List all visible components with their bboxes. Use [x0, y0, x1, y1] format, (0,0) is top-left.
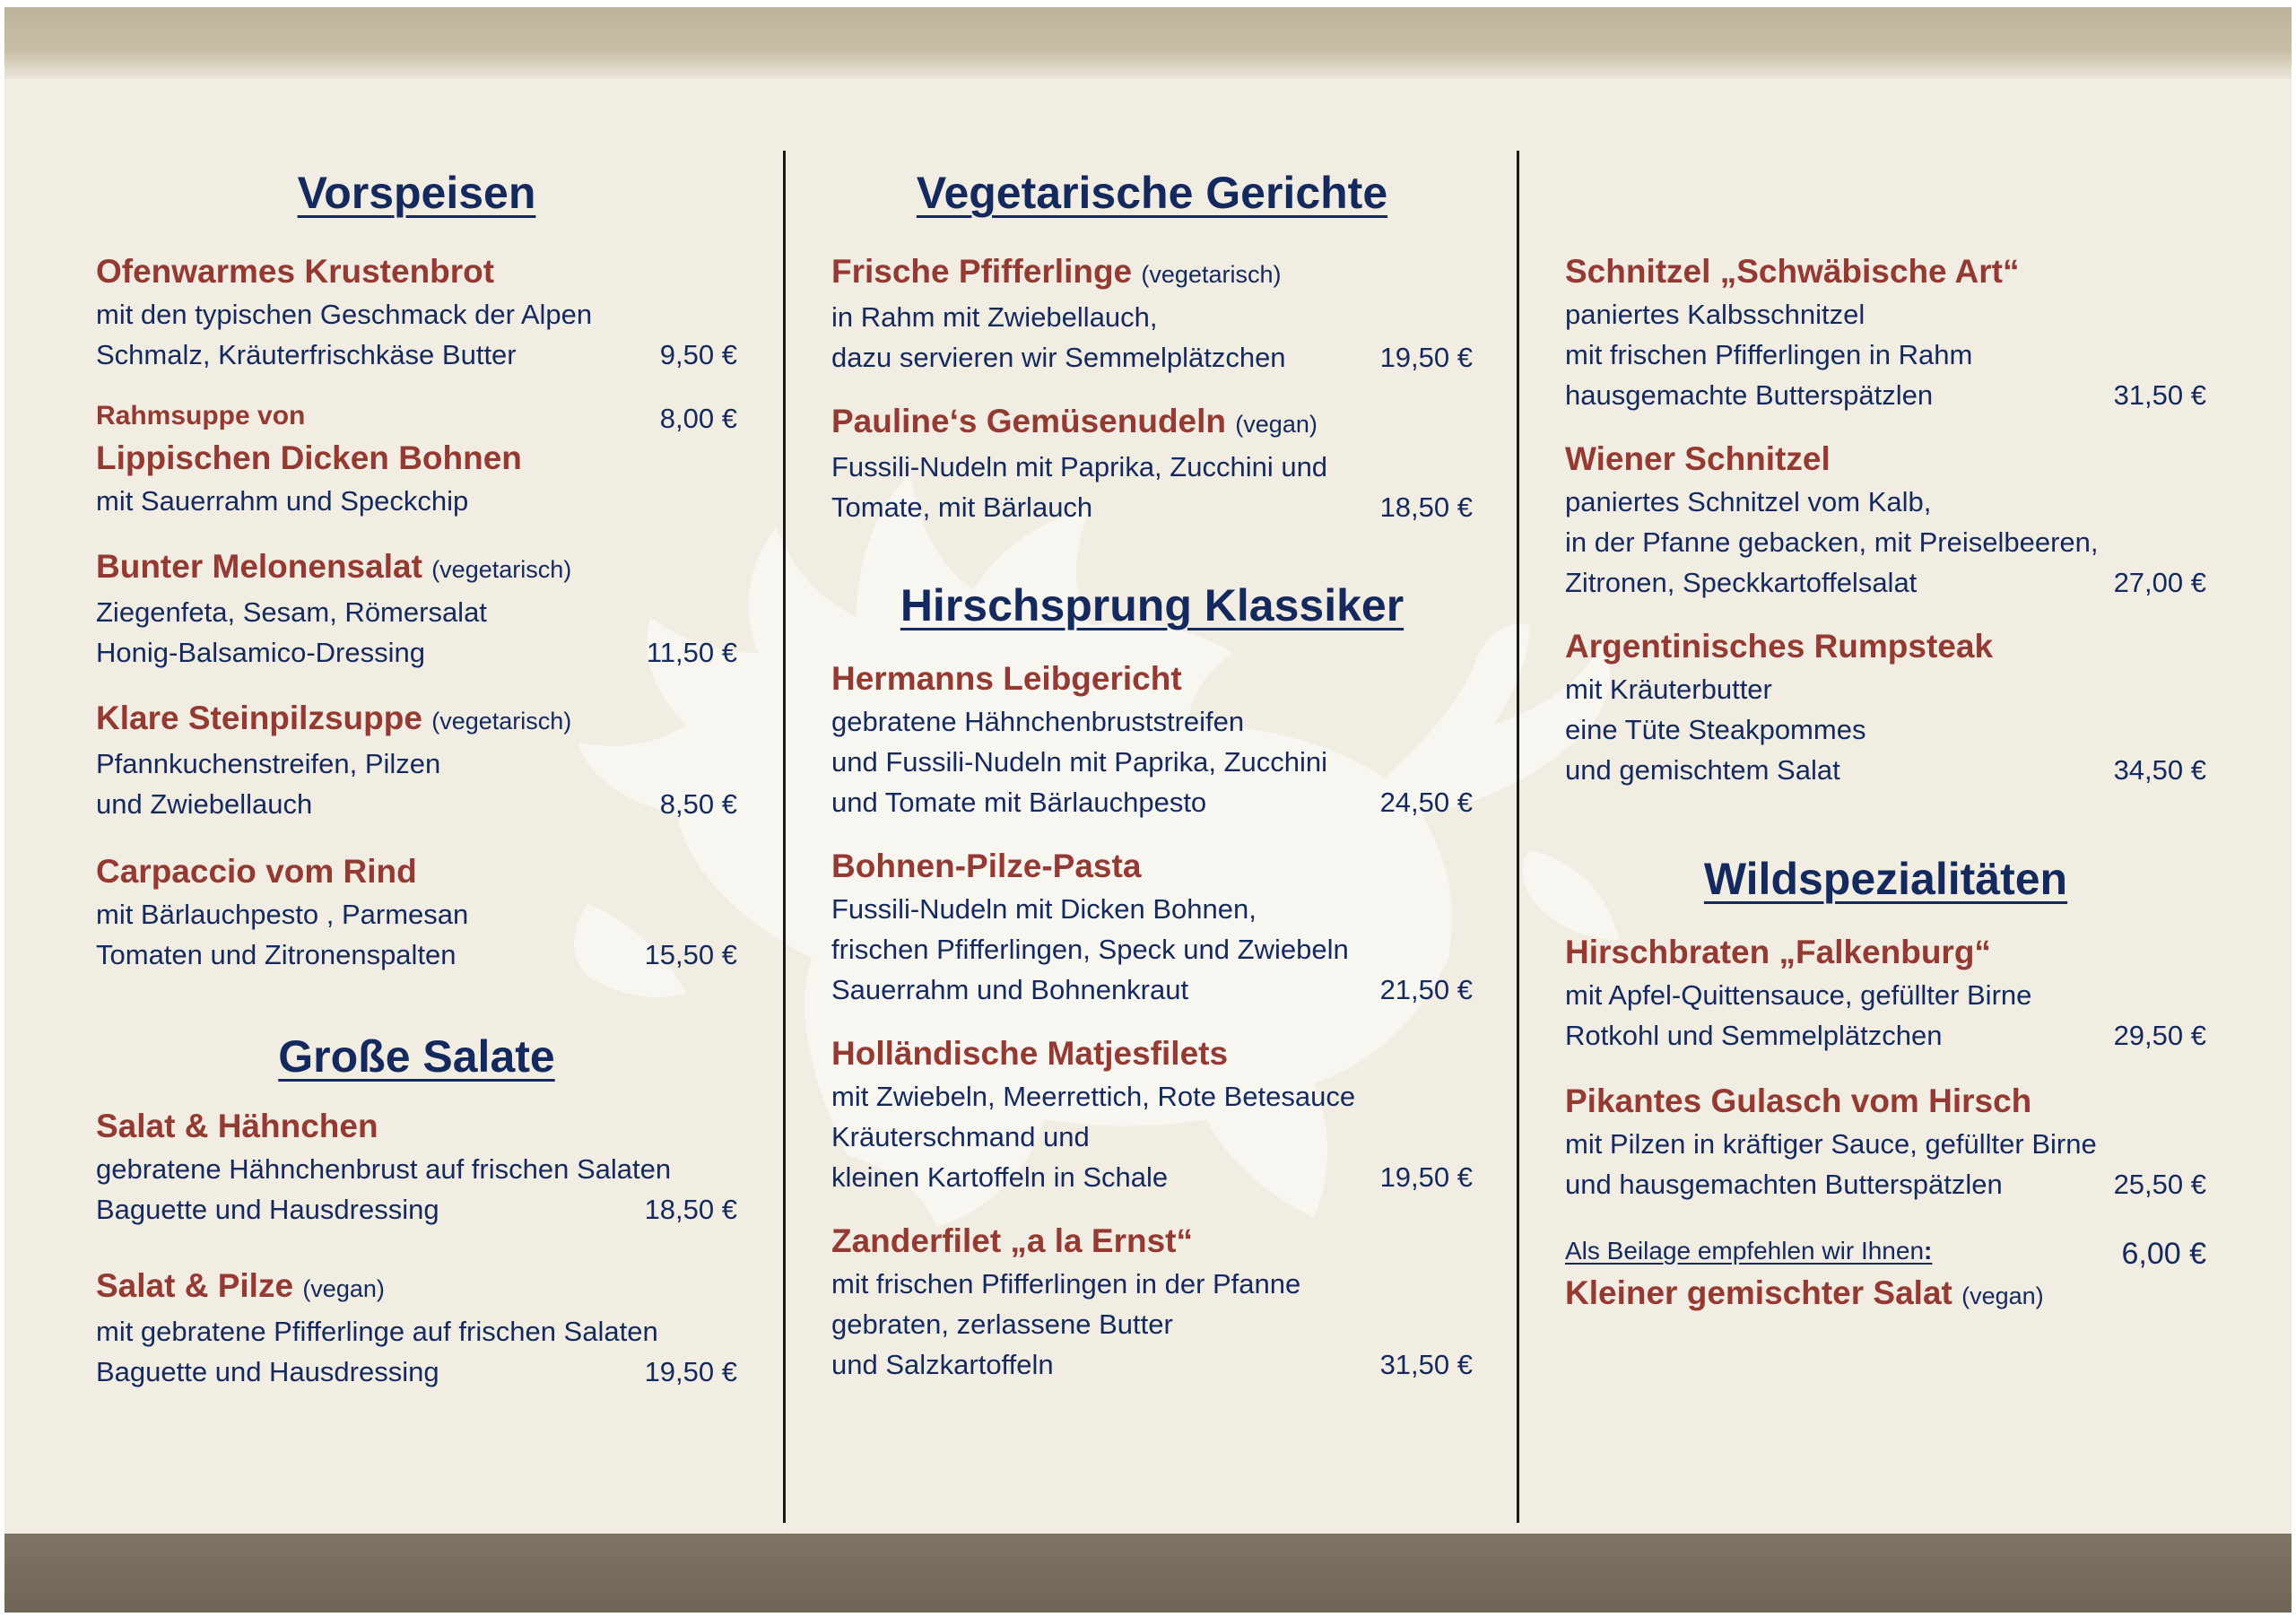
- menu-item-description: Zitronen, Speckkartoffelsalat 27,00 €: [1565, 562, 2206, 603]
- menu-item-title: Hermanns Leibgericht: [831, 660, 1182, 697]
- column-divider: [783, 151, 786, 1523]
- menu-item: [1565, 930, 2206, 1056]
- section-heading: Hirschsprung Klassiker: [900, 580, 1405, 630]
- menu-item-pretitle: Rahmsuppe von: [96, 401, 306, 430]
- menu-item: [96, 396, 737, 521]
- menu-item-price: 34,50 €: [2113, 754, 2206, 786]
- top-band: [4, 7, 2292, 79]
- menu-item-price: 19,50 €: [1379, 342, 1473, 373]
- menu-item: [1565, 437, 2206, 603]
- diet-tag: (vegan): [1235, 411, 1318, 438]
- menu-item-price: 31,50 €: [1379, 1349, 1473, 1380]
- menu-item: [96, 249, 737, 375]
- menu-item-description: Tomate, mit Bärlauch 18,50 €: [831, 487, 1473, 527]
- menu-item: [831, 844, 1473, 1010]
- menu-item-description: Honig-Balsamico-Dressing 11,50 €: [96, 632, 737, 673]
- menu-item-description: und hausgemachten Butterspätzlen 25,50 €: [1565, 1164, 2206, 1204]
- menu-item-title: Holländische Matjesfilets: [831, 1035, 1229, 1072]
- side-dish-label: Als Beilage empfehlen wir Ihnen:: [1565, 1237, 1933, 1265]
- section-heading: Vegetarische Gerichte: [916, 168, 1388, 218]
- menu-item-description: dazu servieren wir Semmelplätzchen 19,50 €: [831, 337, 1473, 378]
- menu-item-price: 9,50 €: [659, 339, 737, 370]
- menu-item-price: 21,50 €: [1379, 974, 1473, 1005]
- diet-tag: (vegetarisch): [431, 556, 572, 583]
- menu-item: [831, 1031, 1473, 1197]
- menu-item-title: Lippischen Dicken Bohnen 8,00 €: [96, 436, 737, 481]
- menu-item-description: eine Tüte Steakpommes: [1565, 714, 1866, 745]
- menu-item: [96, 1104, 737, 1230]
- diet-tag: (vegetarisch): [431, 708, 572, 735]
- menu-item-description: gebratene Hähnchenbruststreifen: [831, 706, 1245, 737]
- menu-item-title: Pauline‘s Gemüsenudeln (vegan): [831, 403, 1318, 439]
- section-heading: Vorspeisen: [297, 168, 536, 218]
- menu-item-description: mit Zwiebeln, Meerrettich, Rote Betesauce: [831, 1081, 1356, 1112]
- menu-item-price: 19,50 €: [1379, 1161, 1473, 1193]
- menu-item: [831, 399, 1473, 527]
- menu-item-price: 8,00 €: [659, 403, 737, 434]
- column-divider: [1517, 151, 1519, 1523]
- menu-item-description: hausgemachte Butterspätzlen 31,50 €: [1565, 375, 2206, 415]
- menu-item-description: mit frischen Pfifferlingen in der Pfanne: [831, 1268, 1301, 1300]
- menu-item-description: Rotkohl und Semmelplätzchen 29,50 €: [1565, 1015, 2206, 1056]
- menu-item-description: paniertes Schnitzel vom Kalb,: [1565, 486, 1932, 517]
- menu-item-title: Schnitzel „Schwäbische Art“: [1565, 253, 2020, 290]
- menu-item-description: und Fussili-Nudeln mit Paprika, Zucchini: [831, 746, 1328, 778]
- menu-item-description: Sauerrahm und Bohnenkraut 21,50 €: [831, 969, 1473, 1010]
- menu-item-description: in der Pfanne gebacken, mit Preiselbeeren,: [1565, 526, 2099, 558]
- menu-item-title: Bunter Melonensalat (vegetarisch): [96, 548, 572, 585]
- menu-item-description: mit Pilzen in kräftiger Sauce, gefüllter Birne: [1565, 1128, 2097, 1160]
- menu-item-description: mit frischen Pfifferlingen in Rahm: [1565, 339, 1973, 370]
- menu-item-title: Zanderfilet „a la Ernst“: [831, 1222, 1193, 1259]
- menu-item-description: Pfannkuchenstreifen, Pilzen: [96, 748, 441, 779]
- menu-item-title: Hirschbraten „Falkenburg“: [1565, 934, 1991, 970]
- menu-item-price: 27,00 €: [2113, 567, 2206, 598]
- diet-tag: (vegan): [302, 1275, 385, 1302]
- menu-item-description: und gemischtem Salat 34,50 €: [1565, 750, 2206, 790]
- menu-item-description: frischen Pfifferlingen, Speck und Zwiebeln: [831, 934, 1349, 965]
- menu-page: [4, 7, 2292, 1613]
- menu-item-description: und Zwiebellauch 8,50 €: [96, 784, 737, 824]
- menu-item-price: 8,50 €: [659, 788, 737, 820]
- menu-item-description: Baguette und Hausdressing 18,50 €: [96, 1189, 737, 1230]
- menu-item-title: Pikantes Gulasch vom Hirsch: [1565, 1082, 2032, 1119]
- menu-item-description: Schmalz, Kräuterfrischkäse Butter 9,50 €: [96, 335, 737, 375]
- section-heading: Wildspezialitäten: [1703, 854, 2068, 904]
- menu-item: [1565, 249, 2206, 415]
- menu-item-price: 18,50 €: [1379, 491, 1473, 523]
- menu-item: [96, 696, 737, 824]
- menu-item-title: Salat & Hähnchen: [96, 1108, 378, 1144]
- menu-item: [831, 249, 1473, 378]
- menu-item-price: 25,50 €: [2113, 1169, 2206, 1200]
- menu-item-description: mit gebratene Pfifferlinge auf frischen Salaten: [96, 1316, 658, 1347]
- menu-item-description: und Tomate mit Bärlauchpesto 24,50 €: [831, 782, 1473, 822]
- menu-item-title: Ofenwarmes Krustenbrot: [96, 253, 495, 290]
- menu-item: [1565, 624, 2206, 790]
- menu-item-price: 31,50 €: [2113, 379, 2206, 411]
- menu-item-price: 18,50 €: [644, 1194, 737, 1225]
- menu-item-description: Fussili-Nudeln mit Dicken Bohnen,: [831, 893, 1257, 925]
- menu-item-price: 11,50 €: [646, 637, 737, 668]
- menu-item-price: 6,00 €: [2121, 1237, 2206, 1271]
- menu-item-title: Bohnen-Pilze-Pasta: [831, 848, 1142, 884]
- menu-item: [831, 656, 1473, 822]
- menu-item-description: Tomaten und Zitronenspalten 15,50 €: [96, 935, 737, 975]
- menu-item-title: Wiener Schnitzel: [1565, 440, 1831, 477]
- menu-item-description: und Salzkartoffeln 31,50 €: [831, 1344, 1473, 1385]
- menu-item-description: mit Apfel-Quittensauce, gefüllter Birne: [1565, 979, 2032, 1011]
- menu-item-description: paniertes Kalbsschnitzel: [1565, 299, 1866, 330]
- side-dish: [1565, 1231, 2206, 1318]
- menu-item: [1565, 1079, 2206, 1204]
- menu-item-price: 19,50 €: [644, 1356, 737, 1387]
- menu-item-description: gebraten, zerlassene Butter: [831, 1308, 1173, 1340]
- menu-item-price: 24,50 €: [1379, 787, 1473, 818]
- section-heading: Große Salate: [278, 1031, 555, 1082]
- menu-item: [831, 1219, 1473, 1385]
- menu-item-title: Klare Steinpilzsuppe (vegetarisch): [96, 700, 572, 736]
- menu-item-price: 15,50 €: [644, 939, 737, 970]
- menu-item-description: Ziegenfeta, Sesam, Römersalat: [96, 596, 487, 628]
- diet-tag: (vegetarisch): [1141, 261, 1282, 288]
- menu-item-description: in Rahm mit Zwiebellauch,: [831, 301, 1158, 333]
- menu-item-description: mit Sauerrahm und Speckchip: [96, 485, 469, 517]
- menu-item-price: 29,50 €: [2113, 1020, 2206, 1051]
- menu-item-title: Argentinisches Rumpsteak: [1565, 628, 1994, 665]
- menu-item: [96, 849, 737, 975]
- menu-column-2: [831, 151, 1473, 1385]
- menu-column-3: [1565, 151, 2206, 1318]
- menu-item-description: mit Bärlauchpesto , Parmesan: [96, 899, 469, 930]
- menu-item: [96, 544, 737, 673]
- menu-item-description: mit den typischen Geschmack der Alpen: [96, 299, 593, 330]
- menu-item-title: Frische Pfifferlinge (vegetarisch): [831, 253, 1282, 290]
- menu-item-description: kleinen Kartoffeln in Schale 19,50 €: [831, 1157, 1473, 1197]
- menu-item-description: Fussili-Nudeln mit Paprika, Zucchini und: [831, 451, 1328, 482]
- menu-item-title: Salat & Pilze (vegan): [96, 1267, 385, 1304]
- menu-column-1: [96, 151, 737, 1392]
- side-dish-title: Kleiner gemischter Salat (vegan) 6,00 €: [1565, 1271, 2206, 1318]
- menu-item-description: Kräuterschmand und: [831, 1121, 1090, 1152]
- menu-item-description: gebratene Hähnchenbrust auf frischen Salaten: [96, 1153, 672, 1185]
- menu-item: [96, 1264, 737, 1392]
- menu-item-description: mit Kräuterbutter: [1565, 674, 1772, 705]
- bottom-band: [4, 1534, 2292, 1613]
- diet-tag: (vegan): [1961, 1282, 2044, 1309]
- menu-item-description: Baguette und Hausdressing 19,50 €: [96, 1352, 737, 1392]
- menu-item-title: Carpaccio vom Rind: [96, 853, 417, 890]
